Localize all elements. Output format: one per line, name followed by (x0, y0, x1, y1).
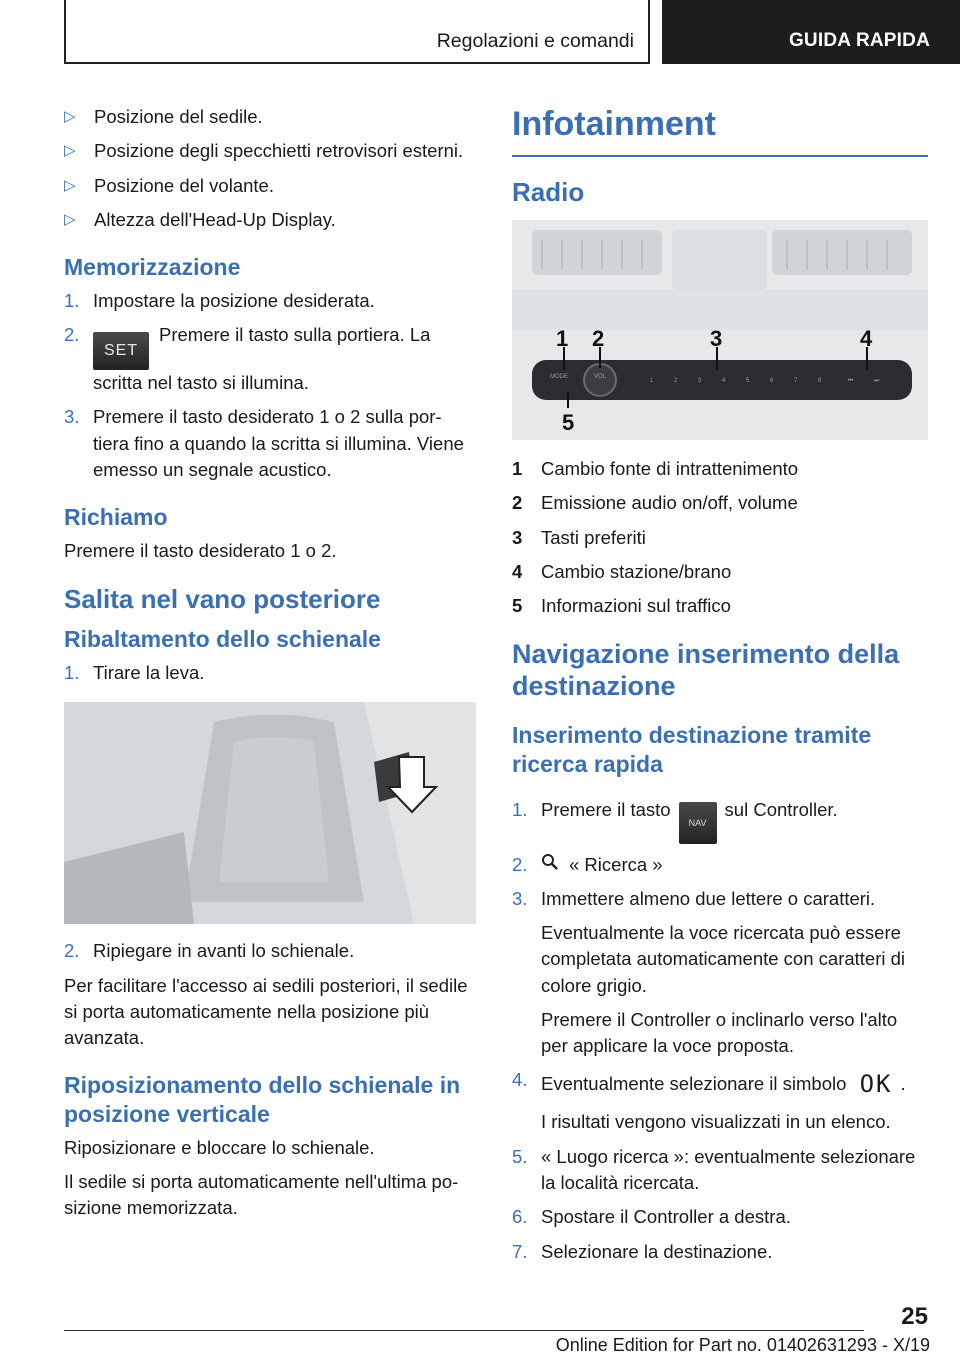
step-item: 4. Eventualmente selezionare il simbolo OK . (512, 1069, 906, 1099)
radio-preset-label: 4 (722, 377, 726, 384)
list-item: ▷ Altezza dell'Head-Up Display. (64, 207, 476, 233)
step-item: 3. Premere il tasto desiderato 1 o 2 sulla por‐tiera fino a quando la scritta si illumina. Viene emesso un segnale acustico. (64, 406, 464, 480)
step-item: 1. Premere il tastoNAVsul Controller. (512, 797, 928, 844)
triangle-bullet-icon: ▷ (64, 142, 76, 160)
edition-text: Online Edition for Part no. 01402631293 - X/19 (555, 1335, 930, 1355)
header-section-box (64, 0, 650, 64)
triangle-bullet-icon: ▷ (64, 176, 76, 194)
radio-preset-label: 5 (746, 377, 750, 384)
callout-2: 2 (592, 325, 605, 351)
radio-preset-label: 3 (698, 377, 702, 384)
header-tab[interactable] (662, 0, 960, 64)
legend-item: 4 Cambio stazione/brano (512, 560, 732, 582)
tab-label: GUIDA RAPIDA (788, 30, 930, 51)
list-item: ▷ Posizione del volante. (64, 173, 476, 199)
radio-mode-label: MODE (550, 373, 568, 380)
fold-text: Per facilitare l'accesso ai sedili posteriori, il sedile si porta automaticamente nella posizione più avanzata. (64, 974, 468, 1049)
step-item: 7. Selezionare la destinazione. (512, 1240, 773, 1262)
list-item: ▷ Posizione del sedile. (64, 104, 476, 130)
right-column (512, 104, 928, 1273)
step-item: 1. Impostare la posizione desiderata. (64, 289, 375, 311)
step-item: 5. « Luogo ricerca »: eventualmente selezionare la località ricercata. (512, 1145, 916, 1193)
step-subtext: Eventualmente la voce ricercata può essere completata automaticamente con caratteri di colore grigio. (541, 922, 906, 996)
step-item: 6. Spostare il Controller a destra. (512, 1206, 791, 1228)
step-item: 1. Tirare la leva. (64, 662, 205, 684)
legend-item: 2 Emissione audio on/off, volume (512, 492, 798, 514)
radio-preset-label: 8 (818, 377, 822, 384)
step-item: 2. « Ricerca » (512, 852, 928, 878)
callout-4: 4 (860, 325, 873, 351)
set-button-icon: SET (93, 332, 149, 370)
heading-fold-backrest: Ribaltamento dello schienale (64, 626, 381, 653)
step-item: 2. Ripiegare in avanti lo schienale. (64, 940, 355, 962)
section-title: Regolazioni e comandi (436, 30, 634, 52)
heading-navigation: Navigazione inserimento della destinazione (512, 639, 900, 702)
upright-text-2: Il sedile si porta automaticamente nell'ultima po‐sizione memorizzata. (64, 1171, 459, 1219)
heading-memorize: Memorizzazione (64, 254, 241, 281)
heading-infotainment: Infotainment (512, 104, 928, 157)
heading-radio: Radio (512, 176, 585, 207)
svg-text:⏮: ⏮ (848, 377, 854, 384)
step-subtext: Premere il Controller o inclinarlo verso l'alto per applicare la voce proposta. (541, 1008, 898, 1057)
radio-preset-label: 7 (794, 377, 798, 384)
heading-quick-search: Inserimento destinazione tramite ricerca rapida (512, 722, 872, 777)
callout-5: 5 (562, 409, 575, 435)
page-number: 25 (901, 1303, 928, 1330)
callout-1: 1 (556, 325, 569, 351)
left-column (64, 104, 476, 1222)
legend-item: 3 Tasti preferiti (512, 526, 646, 548)
step-item: 2. SETPremere il tasto sulla portiera. La scritta nel tasto si illumina. (64, 324, 431, 394)
triangle-bullet-icon: ▷ (64, 108, 76, 125)
heading-upright: Riposizionamento dello schienale in posizione verticale (64, 1072, 461, 1128)
recall-text: Premere il tasto desiderato 1 o 2. (64, 539, 337, 561)
nav-button-icon: NAV (679, 802, 717, 844)
list-item: ▷ Posizione degli specchietti retrovisori esterni. (64, 138, 476, 164)
radio-preset-label: 6 (770, 377, 774, 384)
radio-preset-label: 2 (674, 377, 678, 384)
callout-3: 3 (710, 325, 723, 351)
step-item: 3. Immettere almeno due lettere o caratteri. (512, 887, 876, 909)
step-subtext: I risultati vengono visualizzati in un elenco. (541, 1111, 891, 1133)
radio-panel-image (512, 220, 928, 440)
footer-divider (64, 1330, 864, 1331)
heading-rear-access: Salita nel vano posteriore (64, 584, 381, 615)
radio-vol-label: VOL (594, 373, 607, 380)
legend-item: 1 Cambio fonte di intrattenimento (512, 457, 799, 479)
legend-item: 5 Informazioni sul traffico (512, 595, 731, 617)
search-icon (541, 852, 559, 878)
seat-lever-image (64, 702, 476, 924)
heading-recall: Richiamo (64, 504, 168, 531)
ok-symbol-icon: OK (859, 1070, 893, 1099)
triangle-bullet-icon: ▷ (64, 210, 76, 228)
radio-preset-label: 1 (650, 377, 654, 384)
svg-text:⏭: ⏭ (874, 377, 880, 384)
upright-text-1: Riposizionare e bloccare lo schienale. (64, 1136, 375, 1158)
